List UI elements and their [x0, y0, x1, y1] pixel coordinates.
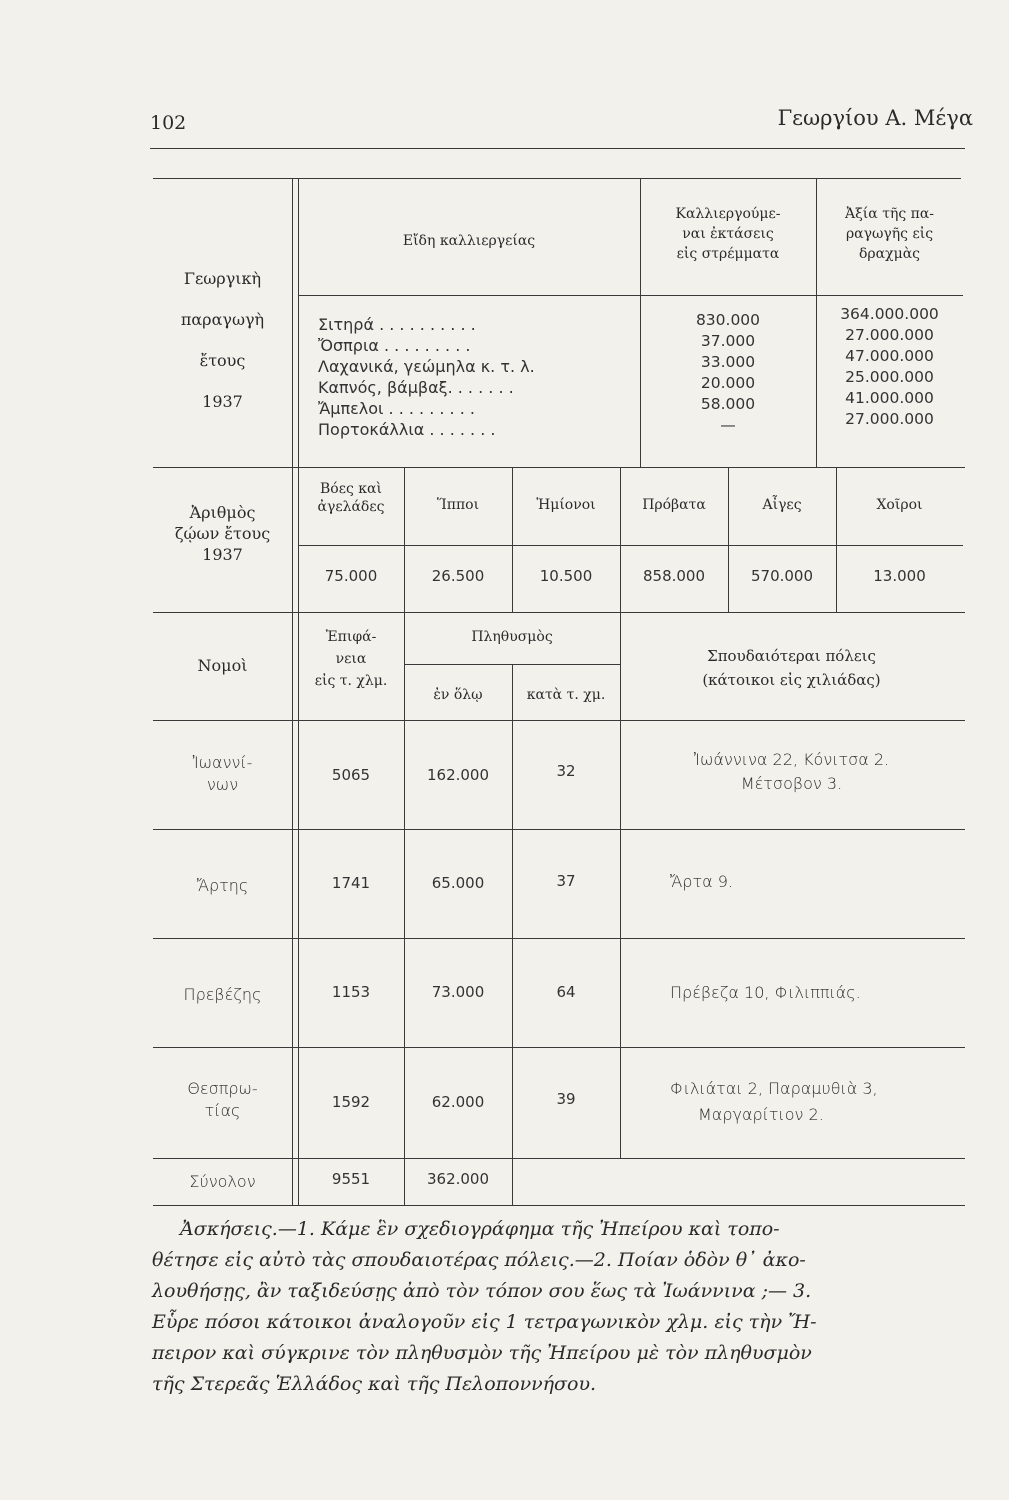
animal-value-goats: 570.000	[750, 567, 814, 585]
animal-header-sheep: Πρόβατα	[642, 497, 706, 513]
prefecture-cities: Ἰωάννινα 22, Κόνιτσα 2. Μέτσοβον 3.	[693, 750, 890, 793]
crop-list	[318, 314, 535, 440]
list-item: Καπνός, βάμβαξ. . . . . . .	[318, 378, 514, 397]
population-total-header: ἐν ὅλῳ	[433, 687, 483, 703]
list-item: Πορτοκάλλια . . . . . . .	[318, 420, 496, 439]
animal-value-horses: 26.500	[431, 567, 485, 585]
prefecture-population: 162.000	[426, 766, 490, 784]
prefecture-density: 37	[556, 872, 576, 890]
prefectures-header: Νομοὶ	[197, 656, 248, 675]
value-header: Ἀξία τῆς πα- ραγωγῆς εἰς δραχμὰς	[844, 206, 935, 262]
prefecture-population: 73.000	[431, 983, 485, 1001]
list-item: Ὄσπρια . . . . . . . . .	[318, 336, 471, 355]
animal-value-mules: 10.500	[539, 567, 593, 585]
prefecture-area: 5065	[331, 766, 371, 784]
prefecture-name: Πρεβέζης	[183, 985, 262, 1004]
prefecture-name: Θεσπρω- τίας	[187, 1079, 258, 1120]
prefecture-cities: Πρέβεζα 10, Φιλιππιάς.	[670, 983, 861, 1002]
prefecture-name: Ἰωαννί- νων	[192, 753, 253, 794]
surface-header: Ἐπιφά- νεια εἰς τ. χλμ.	[314, 629, 388, 689]
prefecture-population: 62.000	[431, 1093, 485, 1111]
prefecture-cities: Φιλιάται 2, Παραμυθιὰ 3, Μαργαρίτιον 2.	[670, 1079, 878, 1124]
prefecture-area: 1592	[331, 1093, 371, 1111]
list-item: Λαχανικά, γεώμηλα κ. τ. λ.	[318, 357, 535, 376]
animal-header-mules: Ἡμίονοι	[536, 497, 596, 513]
page-number: 102	[150, 112, 187, 134]
header-rule	[150, 148, 965, 149]
area-values: 830.000 37.000 33.000 20.000 58.000 —	[695, 311, 761, 434]
area-header: Καλλιεργούμε- ναι ἐκτάσεις εἰς στρέμματα	[675, 206, 781, 262]
cities-header: Σπουδαιότεραι πόλεις (κάτοικοι εἰς χιλιάδας)	[702, 647, 881, 689]
list-item: Ἄμπελοι . . . . . . . . .	[318, 399, 475, 418]
animal-header-goats: Αἶγες	[762, 497, 802, 513]
exercises-text: Ἀσκήσεις.—1. Κάμε ἓν σχεδιογράφημα τῆς Ἠπείρου καὶ τοπο- θέτησε εἰς αὐτὸ τὰς σπουδαιοτέρας πόλεις.—2. Ποίαν ὁδὸν θ᾽ ἀκο- λουθήσῃς, ἂν ταξιδεύσῃς ἀπὸ τὸν τόπον σου ἕως τὰ Ἰωάννινα ;— 3. Εὗρε πόσοι κάτοικοι ἀναλογοῦν εἰς 1 τετραγωνικὸν χλμ. εἰς τὴν Ἤ- πειρον καὶ σύγκρινε τὸν πληθυσμὸν τῆς Ἠπείρου μὲ τὸν πληθυσμὸν τῆς Στερεᾶς Ἑλλάδος καὶ τῆς Πελοποννήσου.	[152, 1218, 817, 1395]
animals-row-label: Ἀριθμὸς ζῴων ἔτους 1937	[174, 503, 271, 564]
animal-header-pigs: Χοῖροι	[876, 497, 923, 513]
prefecture-population: 65.000	[431, 874, 485, 892]
animal-value-cattle: 75.000	[324, 567, 378, 585]
prefecture-area: 9551	[331, 1170, 371, 1188]
animal-header-horses: Ἵπποι	[436, 497, 480, 513]
prefecture-name: Ἄρτης	[196, 876, 249, 895]
prefecture-density: 64	[556, 983, 576, 1001]
prefecture-name: Σύνολον	[189, 1172, 256, 1191]
list-item: Σιτηρά . . . . . . . . . .	[318, 315, 476, 334]
prefecture-population: 362.000	[426, 1170, 490, 1188]
crop-kind-header: Εἴδη καλλιεργείας	[402, 233, 536, 249]
animal-value-sheep: 858.000	[642, 567, 706, 585]
prefecture-area: 1741	[331, 874, 371, 892]
production-row-label: Γεωργικὴ παραγωγὴ ἔτους 1937	[180, 269, 265, 411]
running-title: Γεωργίου Α. Μέγα	[777, 106, 973, 130]
value-values: 364.000.000 27.000.000 47.000.000 25.000.000 41.000.000 27.000.000	[840, 305, 939, 428]
population-header: Πληθυσμὸς	[471, 629, 553, 645]
population-density-header: κατὰ τ. χμ.	[526, 687, 606, 703]
prefecture-density: 32	[556, 762, 576, 780]
animal-value-pigs: 13.000	[873, 567, 926, 585]
prefecture-area: 1153	[331, 983, 371, 1001]
prefecture-density: 39	[556, 1090, 576, 1108]
animal-header-cattle: Βόες καὶ ἀγελάδες	[317, 481, 385, 515]
prefecture-cities: Ἄρτα 9.	[670, 872, 733, 891]
